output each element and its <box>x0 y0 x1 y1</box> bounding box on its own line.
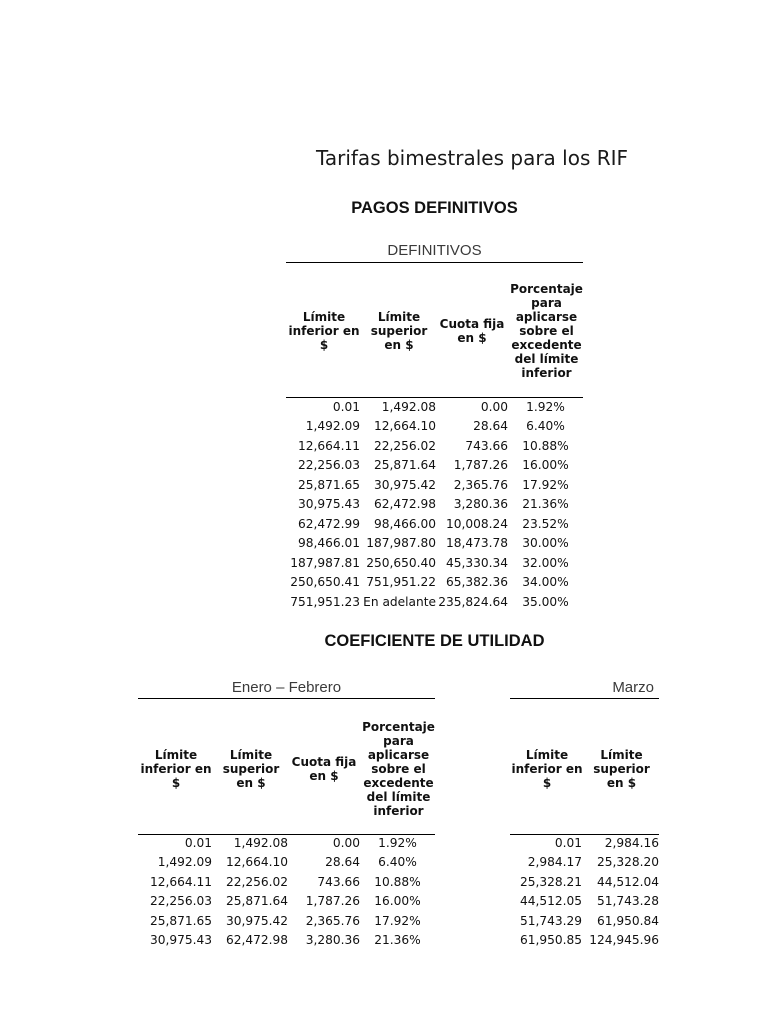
limite-superior-cell: 1,492.08 <box>233 835 288 850</box>
table-row <box>286 534 583 554</box>
column-header-porcentaje: Porcentaje para aplicarse sobre el excedente del límite inferior <box>362 720 435 818</box>
limite-inferior-cell: 12,664.11 <box>149 874 212 889</box>
limite-inferior-cell: 44,512.05 <box>519 894 582 909</box>
limite-superior-cell: 30,975.42 <box>373 477 436 492</box>
column-header-porcentaje: Porcentaje para aplicarse sobre el excedente del límite inferior <box>510 282 583 380</box>
table-row <box>286 456 583 476</box>
limite-inferior-cell: 1,492.09 <box>305 419 360 434</box>
table-top-rule <box>286 262 583 263</box>
limite-inferior-cell: 25,871.65 <box>297 477 360 492</box>
table-row <box>510 853 659 873</box>
porcentaje-cell: 17.92% <box>522 477 569 492</box>
table-top-rule <box>510 698 659 699</box>
definitivos-table <box>286 397 583 612</box>
document-title: Tarifas bimestrales para los RIF <box>315 146 629 170</box>
cuota-fija-cell: 0.00 <box>480 399 508 414</box>
cuota-fija-cell: 65,382.36 <box>445 575 508 590</box>
cuota-fija-cell: 1,787.26 <box>453 458 508 473</box>
column-header-limite-inferior: Límite inferior en $ <box>511 748 583 790</box>
porcentaje-cell: 21.36% <box>522 497 569 512</box>
table-row <box>286 475 583 495</box>
cuota-fija-cell: 2,365.76 <box>305 913 360 928</box>
porcentaje-cell: 35.00% <box>522 594 569 609</box>
porcentaje-cell: 1.92% <box>378 835 417 850</box>
limite-inferior-cell: 61,950.85 <box>519 933 582 948</box>
section-heading-pagos-definitivos: PAGOS DEFINITIVOS <box>351 199 518 217</box>
cuota-fija-cell: 10,008.24 <box>445 516 508 531</box>
cuota-fija-cell: 45,330.34 <box>445 555 508 570</box>
limite-superior-cell: 62,472.98 <box>225 933 288 948</box>
table-row <box>286 553 583 573</box>
table-row <box>286 592 583 612</box>
limite-inferior-cell: 62,472.99 <box>297 516 360 531</box>
limite-inferior-cell: 22,256.03 <box>149 894 212 909</box>
cuota-fija-cell: 3,280.36 <box>305 933 360 948</box>
limite-superior-cell: 25,328.20 <box>596 855 659 870</box>
limite-superior-cell: 124,945.96 <box>589 933 659 948</box>
table-row <box>510 833 659 853</box>
table-caption-definitivos: DEFINITIVOS <box>387 242 482 259</box>
table-row <box>138 833 435 853</box>
table-row <box>510 872 659 892</box>
porcentaje-cell: 17.92% <box>374 913 421 928</box>
column-header-limite-superior: Límite superior en $ <box>593 748 650 790</box>
table-row <box>286 397 583 417</box>
limite-superior-cell: 25,871.64 <box>373 458 436 473</box>
limite-superior-cell: 187,987.80 <box>366 536 436 551</box>
table-row <box>510 911 659 931</box>
enero-febrero-table <box>138 833 435 950</box>
table-row <box>138 911 435 931</box>
limite-superior-cell: 751,951.22 <box>366 575 436 590</box>
cuota-fija-cell: 1,787.26 <box>305 894 360 909</box>
porcentaje-cell: 6.40% <box>526 419 565 434</box>
table-row <box>510 892 659 912</box>
limite-inferior-cell: 25,328.21 <box>519 874 582 889</box>
limite-inferior-cell: 0.01 <box>332 399 360 414</box>
limite-superior-cell: En adelante <box>363 594 436 609</box>
table-row <box>138 931 435 951</box>
limite-superior-cell: 12,664.10 <box>373 419 436 434</box>
column-header-limite-inferior: Límite inferior en $ <box>140 748 212 790</box>
limite-superior-cell: 12,664.10 <box>225 855 288 870</box>
porcentaje-cell: 23.52% <box>522 516 569 531</box>
table-row <box>138 872 435 892</box>
porcentaje-cell: 6.40% <box>378 855 417 870</box>
table-caption-marzo: Marzo <box>612 679 654 696</box>
porcentaje-cell: 16.00% <box>374 894 421 909</box>
limite-inferior-cell: 751,951.23 <box>290 594 360 609</box>
limite-superior-cell: 2,984.16 <box>604 835 659 850</box>
table-row <box>138 892 435 912</box>
limite-superior-cell: 51,743.28 <box>596 894 659 909</box>
porcentaje-cell: 32.00% <box>522 555 569 570</box>
limite-superior-cell: 30,975.42 <box>225 913 288 928</box>
cuota-fija-cell: 235,824.64 <box>438 594 508 609</box>
cuota-fija-cell: 3,280.36 <box>453 497 508 512</box>
cuota-fija-cell: 0.00 <box>332 835 360 850</box>
limite-superior-cell: 1,492.08 <box>381 399 436 414</box>
section-heading-coeficiente: COEFICIENTE DE UTILIDAD <box>324 632 545 650</box>
porcentaje-cell: 10.88% <box>522 438 569 453</box>
column-header-limite-inferior: Límite inferior en $ <box>288 310 360 352</box>
porcentaje-cell: 1.92% <box>526 399 565 414</box>
table-row <box>138 853 435 873</box>
table-top-rule <box>138 698 435 699</box>
cuota-fija-cell: 743.66 <box>465 438 508 453</box>
limite-superior-cell: 250,650.40 <box>366 555 436 570</box>
limite-inferior-cell: 1,492.09 <box>157 855 212 870</box>
porcentaje-cell: 10.88% <box>374 874 421 889</box>
limite-superior-cell: 98,466.00 <box>373 516 436 531</box>
table-row <box>286 573 583 593</box>
limite-inferior-cell: 51,743.29 <box>519 913 582 928</box>
table-row <box>286 417 583 437</box>
cuota-fija-cell: 28.64 <box>473 419 508 434</box>
limite-superior-cell: 61,950.84 <box>596 913 659 928</box>
porcentaje-cell: 34.00% <box>522 575 569 590</box>
limite-inferior-cell: 12,664.11 <box>297 438 360 453</box>
limite-superior-cell: 22,256.02 <box>373 438 436 453</box>
table-row <box>286 436 583 456</box>
limite-inferior-cell: 30,975.43 <box>149 933 212 948</box>
table-row <box>286 495 583 515</box>
table-row <box>286 514 583 534</box>
cuota-fija-cell: 2,365.76 <box>453 477 508 492</box>
limite-superior-cell: 44,512.04 <box>596 874 659 889</box>
porcentaje-cell: 21.36% <box>374 933 421 948</box>
limite-inferior-cell: 0.01 <box>184 835 212 850</box>
limite-inferior-cell: 187,987.81 <box>290 555 360 570</box>
cuota-fija-cell: 18,473.78 <box>445 536 508 551</box>
limite-inferior-cell: 22,256.03 <box>297 458 360 473</box>
limite-superior-cell: 25,871.64 <box>225 894 288 909</box>
limite-inferior-cell: 2,984.17 <box>527 855 582 870</box>
porcentaje-cell: 30.00% <box>522 536 569 551</box>
table-caption-enero-febrero: Enero – Febrero <box>231 679 342 696</box>
porcentaje-cell: 16.00% <box>522 458 569 473</box>
column-header-limite-superior: Límite superior en $ <box>222 748 280 790</box>
table-row <box>510 931 659 951</box>
limite-superior-cell: 62,472.98 <box>373 497 436 512</box>
limite-inferior-cell: 98,466.01 <box>297 536 360 551</box>
limite-inferior-cell: 25,871.65 <box>149 913 212 928</box>
cuota-fija-cell: 743.66 <box>317 874 360 889</box>
column-header-limite-superior: Límite superior en $ <box>370 310 428 352</box>
cuota-fija-cell: 28.64 <box>325 855 360 870</box>
limite-superior-cell: 22,256.02 <box>225 874 288 889</box>
limite-inferior-cell: 250,650.41 <box>290 575 360 590</box>
limite-inferior-cell: 30,975.43 <box>297 497 360 512</box>
column-header-cuota-fija: Cuota fija en $ <box>291 755 357 783</box>
marzo-table <box>510 833 659 950</box>
column-header-cuota-fija: Cuota fija en $ <box>439 317 505 345</box>
limite-inferior-cell: 0.01 <box>554 835 582 850</box>
